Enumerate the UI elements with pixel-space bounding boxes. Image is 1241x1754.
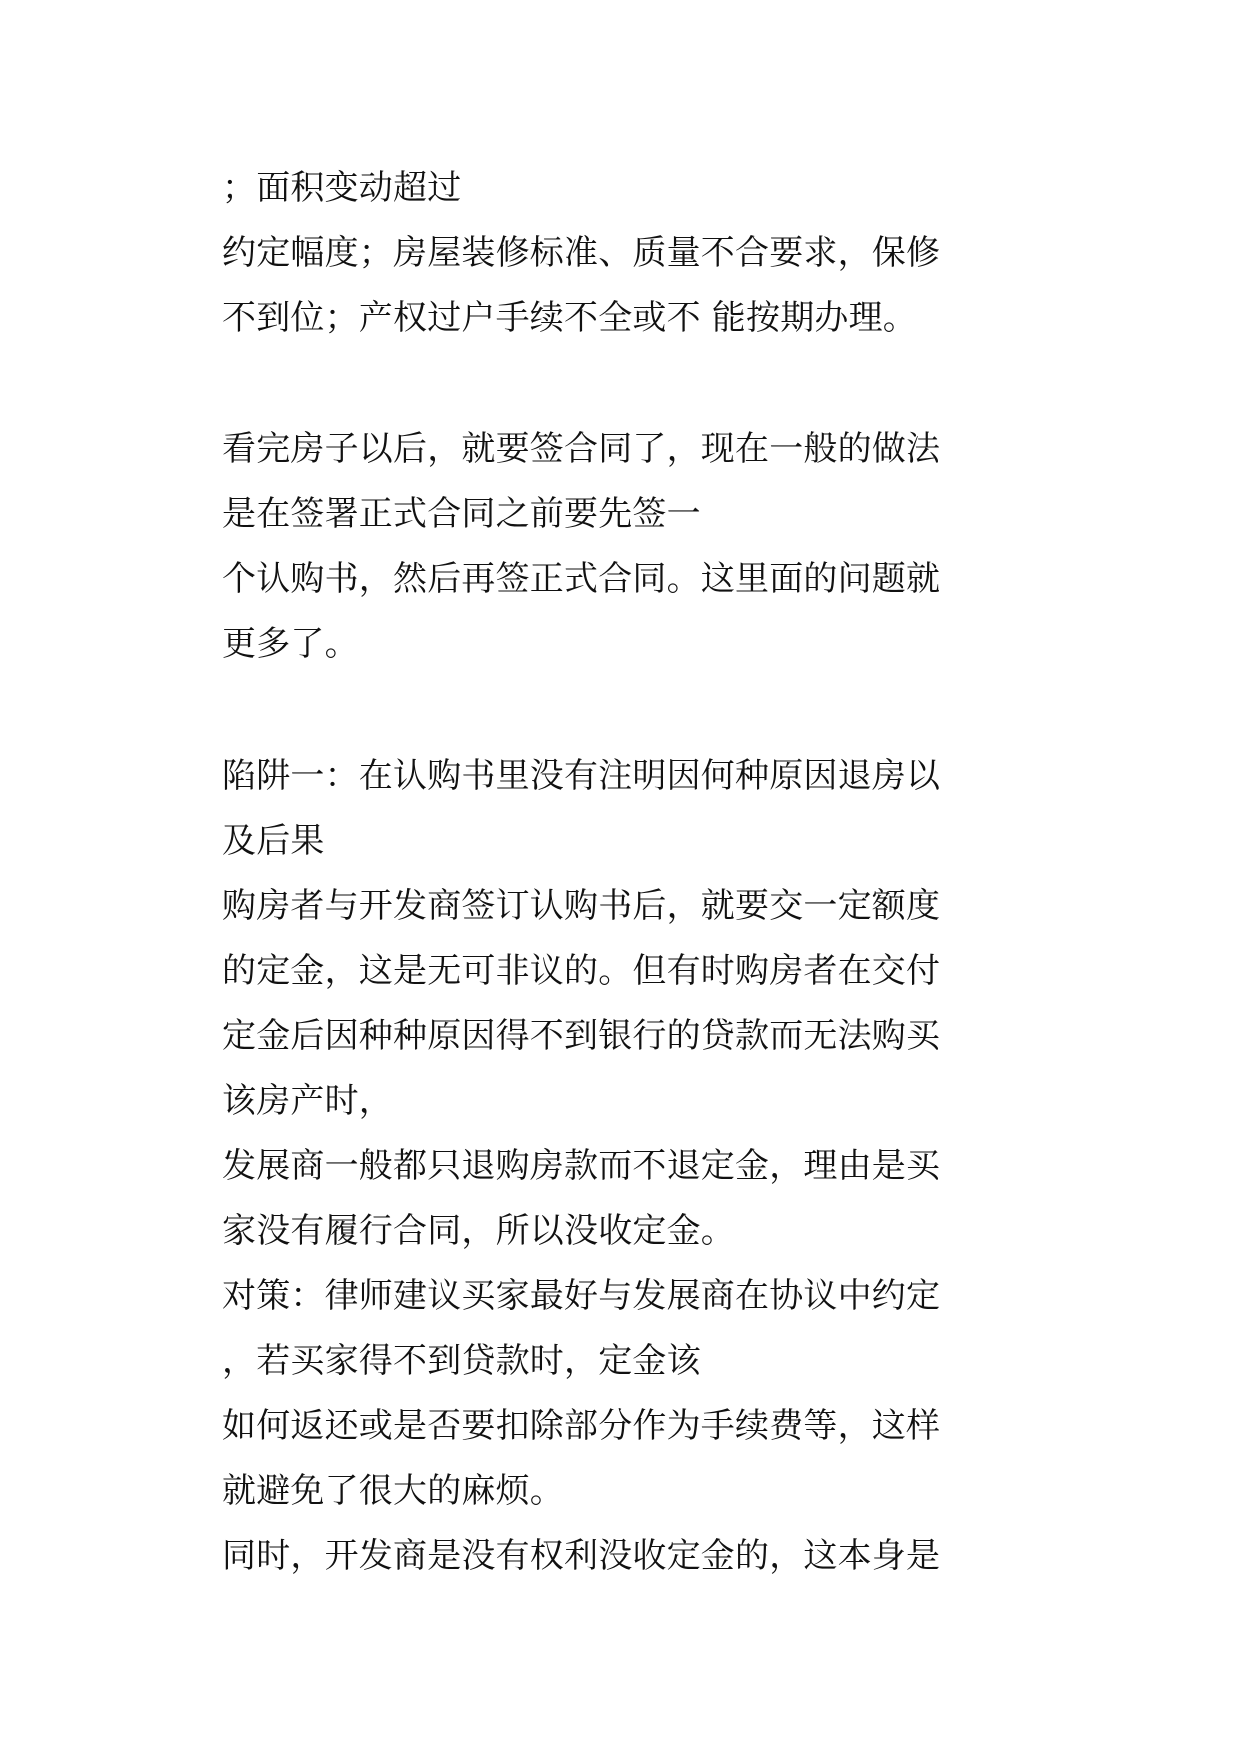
text-line: 就避免了很大的麻烦。 <box>222 1471 564 1511</box>
text-line: 不到位；产权过户手续不全或不 能按期办理。 <box>222 298 918 338</box>
text-line: 是在签署正式合同之前要先签一 <box>222 494 701 534</box>
text-line: 该房产时， <box>222 1081 393 1121</box>
text-line: 家没有履行合同，所以没收定金。 <box>222 1211 735 1251</box>
text-line: 如何返还或是否要扣除部分作为手续费等，这样 <box>222 1406 941 1446</box>
text-line: 定金后因种种原因得不到银行的贷款而无法购买 <box>222 1016 941 1056</box>
text-line: 更多了。 <box>222 624 359 664</box>
text-line: 看完房子以后，就要签合同了，现在一般的做法 <box>222 429 941 469</box>
text-line: 约定幅度；房屋装修标准、质量不合要求，保修 <box>222 233 941 273</box>
section-heading: 及后果 <box>222 821 325 861</box>
text-line: 的定金，这是无可非议的。但有时购房者在交付 <box>222 951 941 991</box>
text-line: 对策：律师建议买家最好与发展商在协议中约定 <box>222 1276 941 1316</box>
text-line: 个认购书，然后再签正式合同。这里面的问题就 <box>222 559 941 599</box>
text-line: 同时，开发商是没有权利没收定金的，这本身是 <box>222 1536 941 1576</box>
text-line: 购房者与开发商签订认购书后，就要交一定额度 <box>222 886 941 926</box>
section-heading: 陷阱一：在认购书里没有注明因何种原因退房以 <box>222 756 941 796</box>
text-line: ；面积变动超过 <box>222 168 462 208</box>
text-line: ，若买家得不到贷款时，定金该 <box>222 1341 701 1381</box>
text-line: 发展商一般都只退购房款而不退定金，理由是买 <box>222 1146 941 1186</box>
